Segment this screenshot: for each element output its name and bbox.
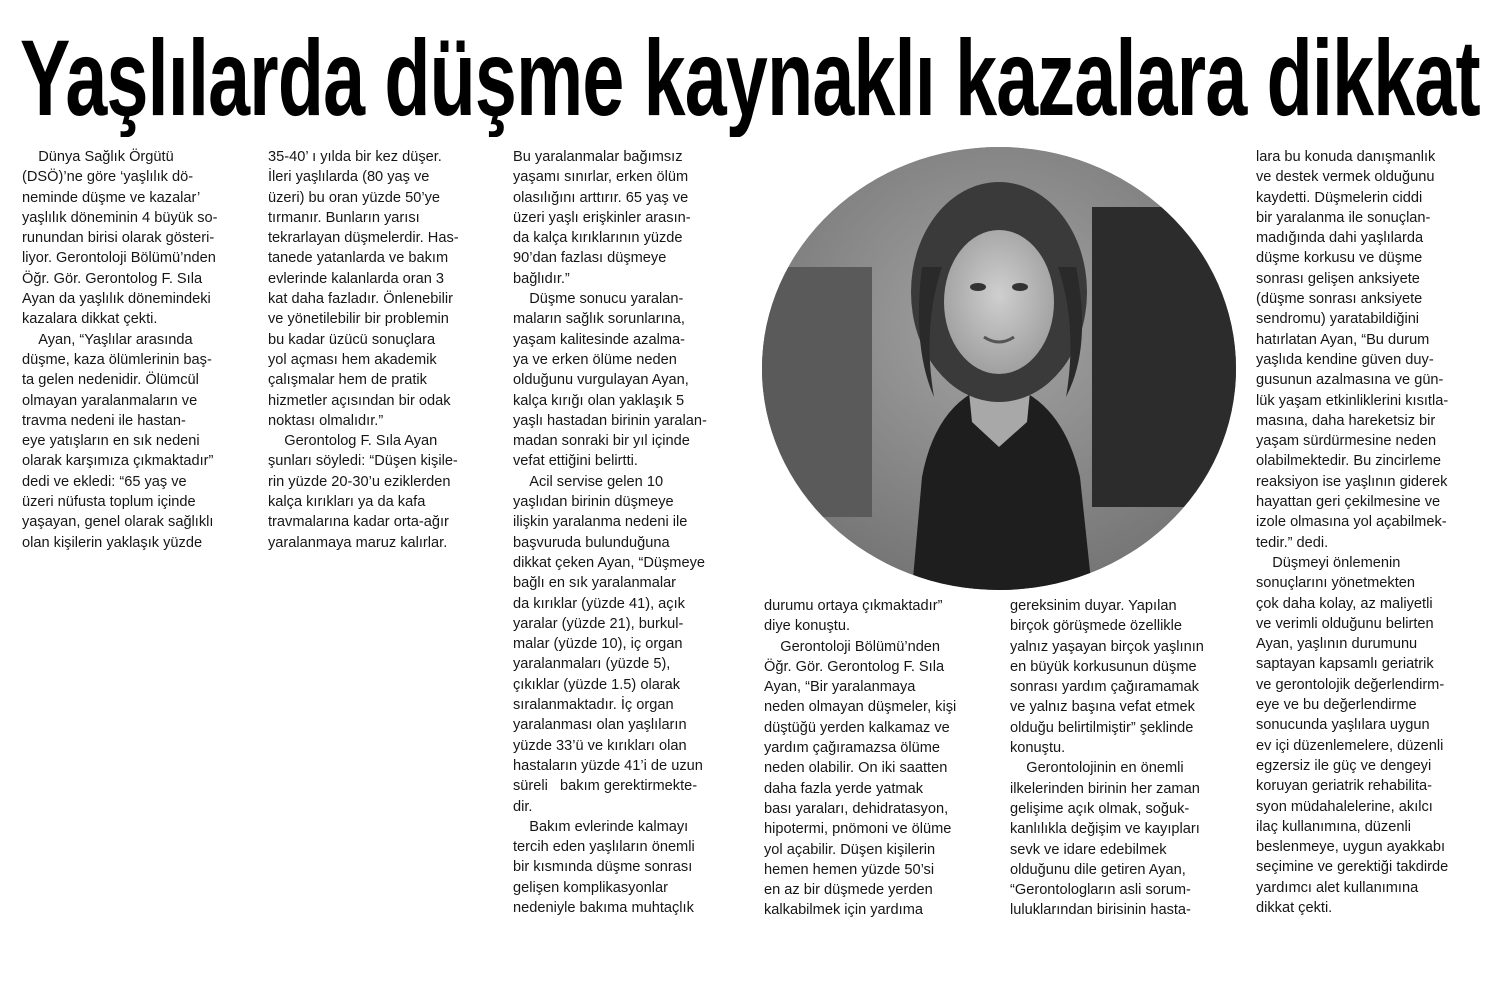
left-eye xyxy=(970,283,986,291)
column-1-text: Dünya Sağlık Örgütü (DSÖ)’ne göre ‘yaşlılık dö- neminde düşme ve kazalar’ yaşlılık döneminin 4 büyük so- runundan birisi olarak gösteri- liyor. Gerontoloji Bölümü’nden Öğr. Gör. Gerontolog F. Sıla Ayan da yaşlılık dönemindeki kazalara dikkat çekti. Ayan, “Yaşlılar arasında düşme, kaza ölümlerinin baş- ta gelen nedenidir. Ölümcül olmayan yaralanmaların ve travma nedeni ile hastan- eye yatışların en sık nedeni olarak karşımıza çıkmaktadır” dedi ve ekledi: “65 yaş ve üzeri nüfusta toplum içinde yaşayan, genel olarak sağlıklı olan kişilerin yaklaşık yüzde xyxy=(22,149,218,551)
portrait-illustration xyxy=(762,147,1236,590)
article-column-1 xyxy=(22,147,254,553)
article-column-6 xyxy=(1256,147,1488,918)
portrait-photo xyxy=(762,147,1236,590)
headline-text: Yaşlılarda düşme kaynaklı kazalara dikkat xyxy=(20,18,1480,137)
article-column-4 xyxy=(764,596,1000,921)
column-5-text: gereksinim duyar. Yapılan birçok görüşmede özellikle yalnız yaşayan birçok yaşlının en büyük korkusunun düşme sonrası yardım çağıramamak ve yalnız başına vefat etmek olduğu belirtilmiştir” şeklinde konuştu. Gerontolojinin en önemli ilkelerinden birinin her zaman gelişime açık olmak, soğuk- kanlılıkla değişim ve kayıpları sevk ve idare edebilmek olduğunu dile getiren Ayan, “Gerontologların asli sorum- luluklarından birisinin hasta- xyxy=(1010,598,1204,919)
article-column-5 xyxy=(1010,596,1242,921)
article-column-3 xyxy=(513,147,751,918)
face-shape xyxy=(944,230,1054,374)
headline xyxy=(20,12,1480,137)
column-3-text: Bu yaralanmalar bağımsız yaşamı sınırlar, erken ölüm olasılığını arttırır. 65 yaş ve üzeri yaşlı erişkinler arasın- da kalça kırıklarının yüzde 90’dan fazlası düşmeye bağlıdır.” Düşme sonucu yaralan- maların sağlık sorunlarına, yaşam kalitesinde azalma- ya ve erken ölüme neden olduğunu vurgulayan Ayan, kalça kırığı olan yaklaşık 5 yaşlı hastadan birinin yaralan- madan sonraki bir yıl içinde vefat ettiğini belirtti. Acil servise gelen 10 yaşlıdan birinin düşmeye ilişkin yaralanma nedeni ile başvuruda bulunduğuna dikkat çeken Ayan, “Düşmeye bağlı en sık yaralanmalar da kırıklar (yüzde 41), açık yaralar (yüzde 21), burkul- malar (yüzde 10), iç organ yaralanmaları (yüzde 5), çıkıklar (yüzde 1.5) olarak sıralanmaktadır. İç organ yaralanması olan yaşlıların yüzde 33’ü ve kırıkları olan hastaların yüzde 41’i de uzun süreli bakım gerektirmekte- dir. Bakım evlerinde kalmayı tercih eden yaşlıların önemli bir kısmında düşme sonrası gelişen komplikasyonlar nedeniyle bakıma muhtaçlık xyxy=(513,149,707,916)
column-2-text: 35-40’ ı yılda bir kez düşer. İleri yaşlılarda (80 yaş ve üzeri) bu oran yüzde 50’ye tırmanır. Bunların yarısı tekrarlayan düşmelerdir. Has- tanede yatanlarda ve bakım evlerinde kalanlarda oran 3 kat daha fazladır. Önlenebilir ve yönetilebilir bir problemin bu kadar üzücü sonuçlara yol açması hem akademik çalışmalar hem de pratik hizmetler açısından bir odak noktası olmalıdır.” Gerontolog F. Sıla Ayan şunları söyledi: “Düşen kişile- rin yüzde 20-30’u eziklerden kalça kırıkları ya da kafa travmalarına kadar orta-ağır yaralanmaya maruz kalırlar. xyxy=(268,149,459,551)
column-4-text: durumu ortaya çıkmaktadır” diye konuştu. Gerontoloji Bölümü’nden Öğr. Gör. Gerontolog F. Sıla Ayan, “Bir yaralanmaya neden olmayan düşmeler, kişi düştüğü yerden kalkamaz ve yardım çağıramazsa ölüme neden olabilir. On iki saatten daha fazla yerde yatmak bası yaraları, dehidratasyon, hipotermi, pnömoni ve ölüme yol açabilir. Düşen kişilerin hemen hemen yüzde 50’si en az bir düşmede yerden kalkabilmek için yardıma xyxy=(764,598,957,919)
right-eye xyxy=(1012,283,1028,291)
background-dark-panel xyxy=(1092,207,1236,507)
article-column-2 xyxy=(268,147,500,553)
background-left-wall xyxy=(762,267,872,517)
column-6-text: lara bu konuda danışmanlık ve destek vermek olduğunu kaydetti. Düşmelerin ciddi bir yaralanma ile sonuçlan- madığında dahi yaşlılarda düşme korkusu ve düşme sonrası gelişen anksiyete (düşme sonrası anksiyete sendromu) yaratabildiğini hatırlatan Ayan, “Bu durum yaşlıda kendine güven duy- gusunun azalmasına ve gün- lük yaşam etkinliklerini kısıtla- masına, daha hareketsiz bir yaşam sürdürmesine neden olabilmektedir. Bu zincirleme reaksiyon ise yaşlının giderek hayattan geri çekilmesine ve izole olmasına yol açabilmek- tedir.” dedi. Düşmeyi önlemenin sonuçlarını yönetmekten çok daha kolay, az maliyetli ve verimli olduğunu belirten Ayan, yaşlının durumunu saptayan kapsamlı geriatrik ve gerontolojik değerlendirm- eye ve bu değerlendirme sonucunda yaşlılara uygun ev içi düzenlemelere, düzenli egzersiz ile güç ve dengeyi koruyan geriatrik rehabilita- syon müdahalelerine, akılcı ilaç kullanımına, düzenli beslenmeye, uygun ayakkabı seçimine ve gerektiği takdirde yardımcı alet kullanımına dikkat çekti. xyxy=(1256,149,1449,916)
